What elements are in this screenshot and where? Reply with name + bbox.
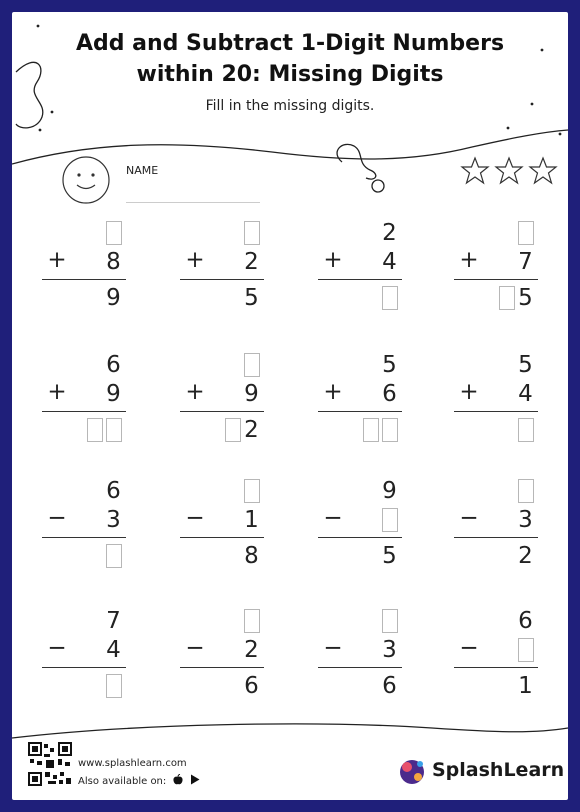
digit: 3: [106, 507, 121, 533]
worksheet-title-line1: Add and Subtract 1-Digit Numbers: [75, 31, 505, 56]
missing-digit-box[interactable]: [363, 418, 379, 442]
digit: 5: [244, 285, 259, 311]
problem-ans-row: [42, 541, 126, 571]
problem-ans-row: [454, 415, 538, 445]
digit: 6: [382, 673, 397, 699]
missing-digit-box[interactable]: [244, 353, 260, 377]
problem-a-row: [180, 218, 264, 248]
problem-b-row: [180, 247, 264, 277]
problem-2: [180, 218, 264, 330]
answer-line: [318, 667, 402, 668]
problem-ans-row: [318, 671, 402, 701]
problem-b-row: [42, 505, 126, 535]
digit: 3: [382, 637, 397, 663]
digit: 9: [244, 381, 259, 407]
answer-line: [180, 411, 264, 412]
missing-digit-box[interactable]: [382, 418, 398, 442]
problem-13: [42, 606, 126, 718]
problem-ans-row: [318, 283, 402, 313]
problem-ans-row: [180, 671, 264, 701]
digit: 9: [106, 381, 121, 407]
star-icon: [496, 158, 522, 183]
digit: 7: [518, 249, 533, 275]
answer-line: [454, 667, 538, 668]
missing-digit-box[interactable]: [106, 221, 122, 245]
problem-7: [318, 350, 402, 462]
digit: 6: [382, 381, 397, 407]
problem-4: [454, 218, 538, 330]
digit: 6: [518, 608, 533, 634]
problem-ans-row: [180, 541, 264, 571]
problem-a-row: [42, 350, 126, 380]
problem-8: [454, 350, 538, 462]
qr-code-icon: [28, 742, 72, 786]
problem-ans-row: [42, 283, 126, 313]
digit: 9: [106, 285, 121, 311]
smiley-face-icon: [61, 155, 111, 205]
problem-b-row: [180, 635, 264, 665]
problem-ans-row: [454, 671, 538, 701]
missing-digit-box[interactable]: [518, 221, 534, 245]
digit: 5: [518, 352, 533, 378]
digit: 2: [518, 543, 533, 569]
missing-digit-box[interactable]: [382, 609, 398, 633]
operator-sign: +: [185, 247, 205, 273]
missing-digit-box[interactable]: [244, 609, 260, 633]
splashlearn-logo-icon: [396, 755, 428, 787]
problem-b-row: [180, 379, 264, 409]
operator-sign: +: [323, 247, 343, 273]
problem-ans-row: [318, 541, 402, 571]
digit: 5: [382, 543, 397, 569]
answer-line: [42, 537, 126, 538]
operator-sign: +: [459, 247, 479, 273]
problem-a-row: [180, 476, 264, 506]
star-icon: [462, 158, 488, 183]
operator-sign: −: [185, 505, 205, 531]
problem-ans-row: [42, 415, 126, 445]
play-store-icon[interactable]: [190, 774, 200, 785]
problem-3: [318, 218, 402, 330]
footer-available-label: Also available on:: [78, 776, 167, 787]
problem-1: [42, 218, 126, 330]
missing-digit-box[interactable]: [518, 638, 534, 662]
operator-sign: −: [47, 505, 67, 531]
digit: 6: [106, 478, 121, 504]
star-rating-decoration: [460, 155, 560, 189]
problem-14: [180, 606, 264, 718]
digit: 2: [244, 249, 259, 275]
problem-b-row: [180, 505, 264, 535]
problem-a-row: [318, 218, 402, 248]
missing-digit-box[interactable]: [518, 479, 534, 503]
digit: 4: [382, 249, 397, 275]
operator-sign: −: [323, 635, 343, 661]
digit: 4: [106, 637, 121, 663]
digit: 3: [518, 507, 533, 533]
problem-b-row: [318, 635, 402, 665]
answer-line: [42, 411, 126, 412]
problem-b-row: [318, 247, 402, 277]
digit: 5: [518, 285, 533, 311]
digit: 7: [106, 608, 121, 634]
operator-sign: −: [47, 635, 67, 661]
digit: 2: [244, 637, 259, 663]
missing-digit-box[interactable]: [382, 286, 398, 310]
problem-a-row: [318, 606, 402, 636]
worksheet-page: [12, 12, 568, 800]
problem-b-row: [318, 379, 402, 409]
digit: 1: [244, 507, 259, 533]
worksheet-instruction: Fill in the missing digits.: [205, 98, 375, 114]
digit: 8: [244, 543, 259, 569]
problem-10: [180, 476, 264, 588]
answer-line: [454, 411, 538, 412]
problem-ans-row: [180, 283, 264, 313]
problem-5: [42, 350, 126, 462]
operator-sign: +: [459, 379, 479, 405]
missing-digit-box[interactable]: [244, 479, 260, 503]
answer-line: [42, 279, 126, 280]
problem-a-row: [318, 476, 402, 506]
digit: 5: [382, 352, 397, 378]
problem-ans-row: [42, 671, 126, 701]
missing-digit-box[interactable]: [87, 418, 103, 442]
digit: 2: [244, 417, 259, 443]
problem-b-row: [318, 505, 402, 535]
problem-a-row: [180, 606, 264, 636]
problem-a-row: [318, 350, 402, 380]
answer-line: [454, 537, 538, 538]
problem-6: [180, 350, 264, 462]
operator-sign: +: [323, 379, 343, 405]
operator-sign: −: [185, 635, 205, 661]
answer-line: [180, 667, 264, 668]
problem-ans-row: [454, 541, 538, 571]
problem-a-row: [42, 218, 126, 248]
operator-sign: +: [47, 379, 67, 405]
problem-16: [454, 606, 538, 718]
problem-b-row: [454, 635, 538, 665]
digit: 1: [518, 673, 533, 699]
digit: 8: [106, 249, 121, 275]
problem-b-row: [42, 379, 126, 409]
problem-b-row: [454, 247, 538, 277]
footer-available-text: [78, 774, 200, 787]
operator-sign: −: [459, 505, 479, 531]
problem-9: [42, 476, 126, 588]
digit: 6: [106, 352, 121, 378]
problem-b-row: [454, 379, 538, 409]
answer-line: [180, 537, 264, 538]
answer-line: [318, 537, 402, 538]
operator-sign: −: [323, 505, 343, 531]
problem-15: [318, 606, 402, 718]
problem-11: [318, 476, 402, 588]
missing-digit-box[interactable]: [499, 286, 515, 310]
missing-digit-box[interactable]: [106, 544, 122, 568]
problem-a-row: [42, 476, 126, 506]
problem-b-row: [42, 247, 126, 277]
digit: 9: [382, 478, 397, 504]
problem-ans-row: [454, 283, 538, 313]
apple-icon[interactable]: [173, 774, 183, 785]
problem-ans-row: [318, 415, 402, 445]
name-field[interactable]: [126, 202, 260, 203]
missing-digit-box[interactable]: [106, 418, 122, 442]
footer-url[interactable]: www.splashlearn.com: [78, 758, 187, 769]
answer-line: [318, 411, 402, 412]
missing-digit-box[interactable]: [106, 674, 122, 698]
problem-a-row: [180, 350, 264, 380]
missing-digit-box[interactable]: [518, 418, 534, 442]
digit: 2: [382, 220, 397, 246]
problem-a-row: [42, 606, 126, 636]
name-label: NAME: [126, 164, 159, 177]
digit: 6: [244, 673, 259, 699]
worksheet-title-line2: within 20: Missing Digits: [136, 62, 444, 87]
operator-sign: +: [47, 247, 67, 273]
answer-line: [318, 279, 402, 280]
operator-sign: −: [459, 635, 479, 661]
missing-digit-box[interactable]: [225, 418, 241, 442]
problem-a-row: [454, 606, 538, 636]
digit: 4: [518, 381, 533, 407]
operator-sign: +: [185, 379, 205, 405]
problem-b-row: [454, 505, 538, 535]
answer-line: [454, 279, 538, 280]
problem-b-row: [42, 635, 126, 665]
problem-12: [454, 476, 538, 588]
problem-a-row: [454, 476, 538, 506]
star-icon: [530, 158, 556, 183]
brand-name: SplashLearn: [432, 759, 565, 781]
problem-a-row: [454, 218, 538, 248]
problem-a-row: [454, 350, 538, 380]
missing-digit-box[interactable]: [244, 221, 260, 245]
missing-digit-box[interactable]: [382, 508, 398, 532]
answer-line: [180, 279, 264, 280]
answer-line: [42, 667, 126, 668]
problem-ans-row: [180, 415, 264, 445]
